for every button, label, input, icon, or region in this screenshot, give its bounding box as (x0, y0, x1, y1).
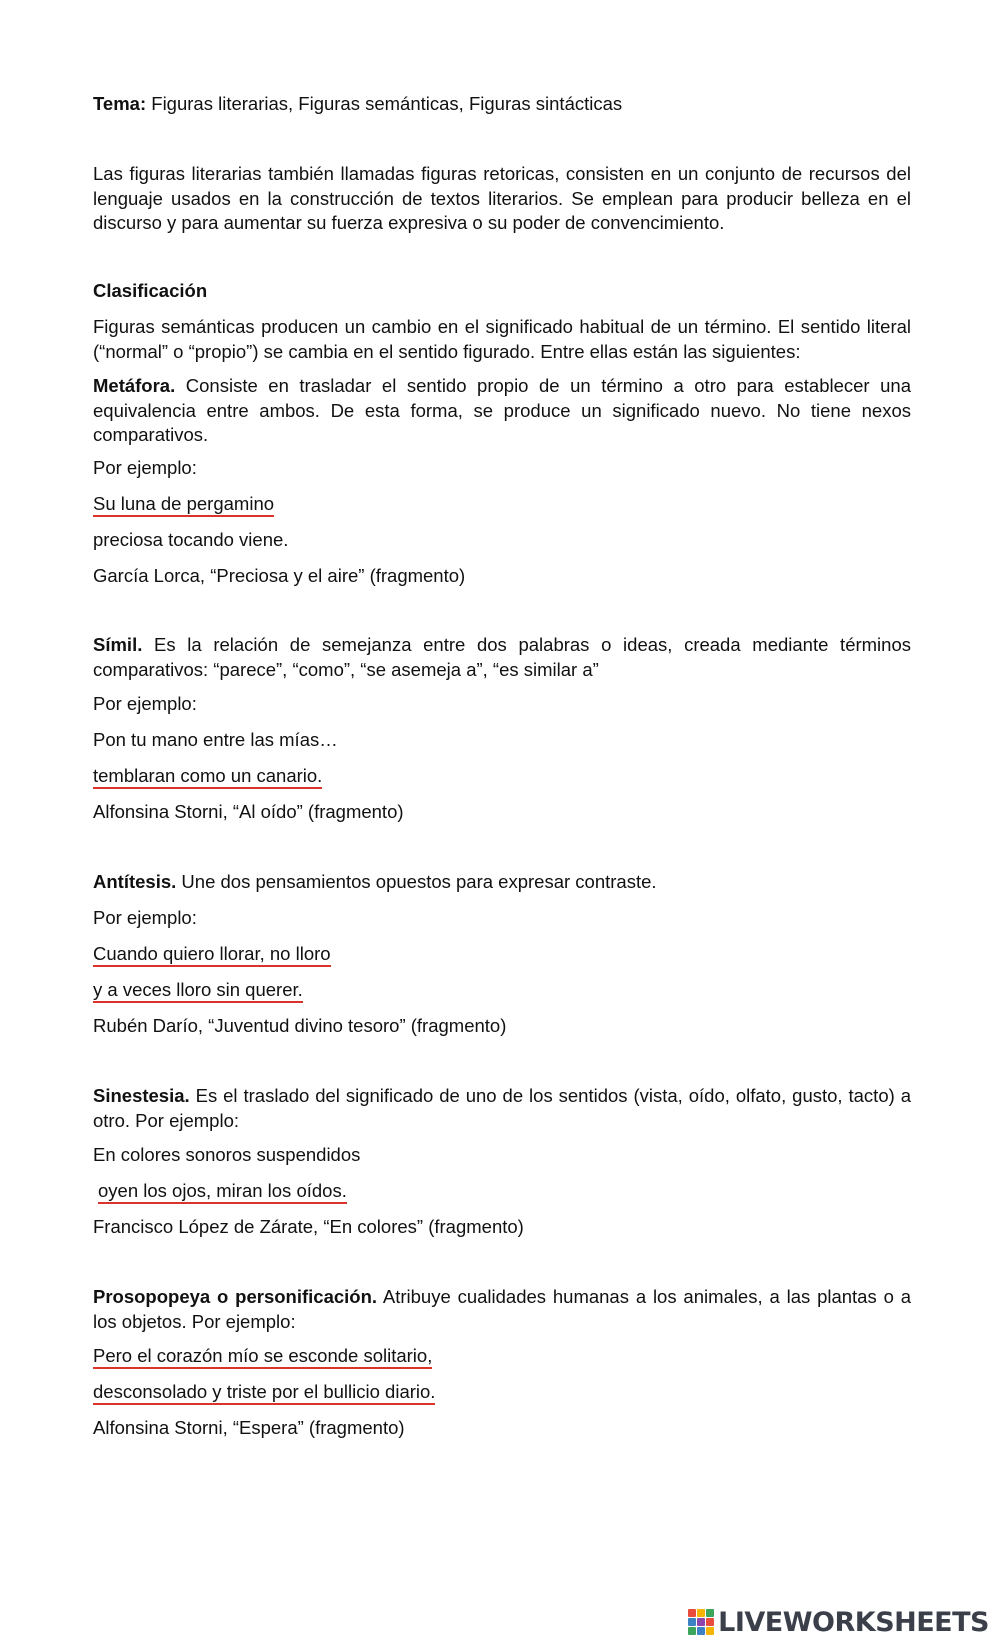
personification-line-2-text: desconsolado y triste por el bullicio diario. (93, 1381, 435, 1405)
metaphor-source: García Lorca, “Preciosa y el aire” (fragmento) (93, 565, 466, 586)
metaphor-definition (93, 374, 911, 448)
simile-example-label: Por ejemplo: (93, 693, 197, 714)
antithesis-line-2 (93, 978, 303, 1003)
synesthesia-term: Sinestesia. (93, 1085, 190, 1106)
intro-paragraph: Las figuras literarias también llamadas figuras retoricas, consisten en un conjunto de recursos del lenguaje usados en la construcción de textos literarios. Se emplean para producir belleza en el discurso y para aumentar su fuerza expresiva o su poder de convencimiento. (93, 163, 911, 233)
synesthesia-line-2-text: oyen los ojos, miran los oídos. (98, 1180, 347, 1204)
simile-source: Alfonsina Storni, “Al oído” (fragmento) (93, 801, 404, 822)
metaphor-example-label: Por ejemplo: (93, 457, 197, 478)
metaphor-term: Metáfora. (93, 375, 176, 396)
simile-definition (93, 633, 911, 682)
personification-definition (93, 1285, 911, 1334)
metaphor-line-1 (93, 492, 274, 517)
antithesis-line-1 (93, 942, 331, 967)
synesthesia-source: Francisco López de Zárate, “En colores” (fragmento) (93, 1216, 524, 1237)
antithesis-example-label: Por ejemplo: (93, 907, 197, 928)
synesthesia-line-1: En colores sonoros suspendidos (93, 1144, 361, 1165)
metaphor-text: Consiste en trasladar el sentido propio de un término a otro para establecer una equivalencia entre ambos. De esta forma, se produce un significado nuevo. No tiene nexos comparativos. (93, 375, 911, 445)
personification-line-2 (93, 1380, 435, 1405)
personification-line-1-text: Pero el corazón mío se esconde solitario, (93, 1345, 432, 1369)
metaphor-line-1-text: Su luna de pergamino (93, 493, 274, 517)
metaphor-line-2: preciosa tocando viene. (93, 529, 289, 550)
simile-line-2 (93, 764, 322, 789)
simile-line-1: Pon tu mano entre las mías… (93, 729, 338, 750)
topic-text: Figuras literarias, Figuras semánticas, Figuras sintácticas (146, 93, 623, 114)
classification-heading: Clasificación (93, 280, 208, 301)
antithesis-definition (93, 870, 657, 894)
synesthesia-text: Es el traslado del significado de uno de los sentidos (vista, oído, olfato, gusto, tacto) a otro. Por ejemplo: (93, 1085, 911, 1131)
simile-line-2-text: temblaran como un canario. (93, 765, 322, 789)
simile-text: Es la relación de semejanza entre dos palabras o ideas, creada mediante términos comparativos: “parece”, “como”, “se asemeja a”, “es similar a” (93, 634, 911, 680)
antithesis-source: Rubén Darío, “Juventud divino tesoro” (fragmento) (93, 1015, 507, 1036)
antithesis-line-2-text: y a veces lloro sin querer. (93, 979, 303, 1003)
liveworksheets-logo-icon (688, 1609, 714, 1635)
antithesis-text: Une dos pensamientos opuestos para expresar contraste. (176, 871, 657, 892)
personification-line-1 (93, 1344, 432, 1369)
synesthesia-line-2 (98, 1179, 347, 1204)
classification-text: Figuras semánticas producen un cambio en el significado habitual de un término. El sentido literal (“normal” o “propio”) se cambia en el sentido figurado. Entre ellas están las siguientes: (93, 316, 911, 362)
personification-source: Alfonsina Storni, “Espera” (fragmento) (93, 1417, 405, 1438)
personification-text: Atribuye cualidades humanas a los animales, a las plantas o a los objetos. Por ejemplo: (93, 1286, 911, 1332)
antithesis-line-1-text: Cuando quiero llorar, no lloro (93, 943, 331, 967)
topic-label: Tema: (93, 93, 147, 114)
topic-line (93, 92, 622, 116)
personification-term: Prosopopeya o personificación. (93, 1286, 378, 1307)
liveworksheets-logo (688, 1604, 989, 1640)
antithesis-term: Antítesis. (93, 871, 177, 892)
simile-term: Símil. (93, 634, 143, 655)
liveworksheets-logo-text: LIVEWORKSHEETS (718, 1606, 989, 1638)
synesthesia-definition (93, 1084, 911, 1133)
